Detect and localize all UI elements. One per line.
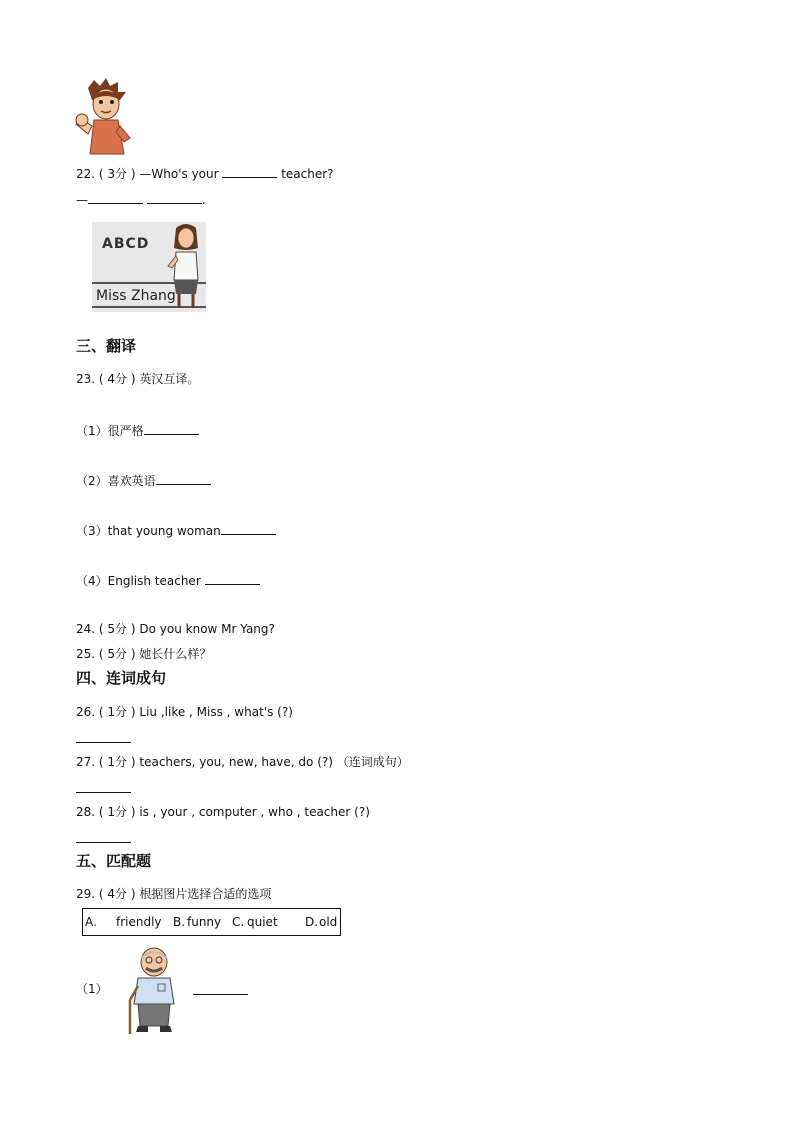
item-number: （2）: [76, 474, 108, 488]
question-25: [76, 648, 211, 660]
old-man-illustration: [124, 946, 184, 1034]
question-score: ( 1分 ): [98, 755, 136, 769]
item-text: 很严格: [107, 424, 144, 438]
question-number: 24.: [76, 622, 96, 636]
option-b-text: funny: [187, 915, 222, 929]
question-score: ( 5分 ): [98, 622, 136, 636]
option-c-letter: C.: [232, 915, 245, 929]
q29-item-1-number: （1）: [76, 982, 108, 996]
question-22-answer: [76, 192, 206, 206]
answer-blank[interactable]: [156, 473, 211, 485]
answer-line[interactable]: [76, 792, 131, 793]
question-28: [76, 806, 370, 818]
teacher-icon: [166, 222, 208, 312]
question-number: 22.: [76, 167, 96, 181]
option-d-text: old: [319, 915, 338, 929]
answer-blank[interactable]: [221, 523, 276, 535]
question-text: Liu ,like , Miss , what's (?): [139, 705, 293, 719]
option-c-text: quiet: [247, 915, 278, 929]
q23-item-1: [76, 423, 199, 437]
question-number: 27.: [76, 755, 96, 769]
answer-blank[interactable]: [88, 192, 143, 204]
question-score: ( 1分 ): [98, 805, 136, 819]
question-score: ( 5分 ): [98, 647, 136, 661]
question-26: [76, 706, 293, 718]
item-text: that young woman: [107, 524, 221, 538]
item-text: English teacher: [107, 574, 205, 588]
question-text: —Who's your: [139, 167, 219, 181]
question-29: [76, 888, 271, 900]
option-a-text: friendly: [116, 915, 162, 929]
section-title-translation: 三、翻译: [76, 337, 137, 355]
question-text: 她长什么样？: [139, 647, 212, 661]
board-name: Miss Zhang: [96, 288, 176, 304]
question-number: 29.: [76, 887, 96, 901]
answer-line[interactable]: [76, 842, 131, 843]
answer-blank[interactable]: [147, 192, 202, 204]
question-number: 25.: [76, 647, 96, 661]
answer-dash: —: [76, 193, 88, 207]
question-22: [76, 166, 334, 180]
item-number: （1）: [76, 424, 108, 438]
section-title-word-order: 四、连词成句: [76, 669, 167, 687]
q23-item-4: [76, 573, 260, 587]
question-text: is , your , computer , who , teacher (?): [139, 805, 370, 819]
question-text-end: teacher?: [281, 167, 334, 181]
option-b-letter: B.: [173, 915, 186, 929]
question-score: ( 1分 ): [98, 705, 136, 719]
q23-item-3: [76, 523, 276, 537]
item-number: （3）: [76, 524, 108, 538]
boy-illustration: [74, 78, 136, 156]
option-a-letter: A.: [85, 915, 97, 929]
question-number: 26.: [76, 705, 96, 719]
answer-blank[interactable]: [144, 423, 199, 435]
question-24: [76, 623, 275, 635]
question-text: 根据图片选择合适的选项: [139, 887, 272, 901]
question-text: Do you know Mr Yang?: [139, 622, 275, 636]
question-23: [76, 373, 199, 385]
question-number: 23.: [76, 372, 96, 386]
question-text: teachers, you, new, have, do (?) （连词成句）: [139, 755, 409, 769]
q23-item-2: [76, 473, 211, 487]
question-number: 28.: [76, 805, 96, 819]
board-letters: ABCD: [102, 236, 150, 252]
answer-line[interactable]: [76, 742, 131, 743]
answer-blank[interactable]: [222, 166, 277, 178]
answer-line[interactable]: [193, 994, 248, 995]
item-number: （4）: [76, 574, 108, 588]
item-text: 喜欢英语: [107, 474, 156, 488]
option-d-letter: D.: [305, 915, 319, 929]
question-text: 英汉互译。: [139, 372, 200, 386]
answer-blank[interactable]: [205, 573, 260, 585]
question-score: ( 4分 ): [98, 887, 136, 901]
question-score: ( 3分 ): [98, 167, 136, 181]
question-score: ( 4分 ): [98, 372, 136, 386]
options-box: [82, 908, 341, 936]
section-title-matching: 五、匹配题: [76, 852, 152, 870]
answer-end: .: [201, 193, 206, 207]
question-27: [76, 756, 409, 768]
